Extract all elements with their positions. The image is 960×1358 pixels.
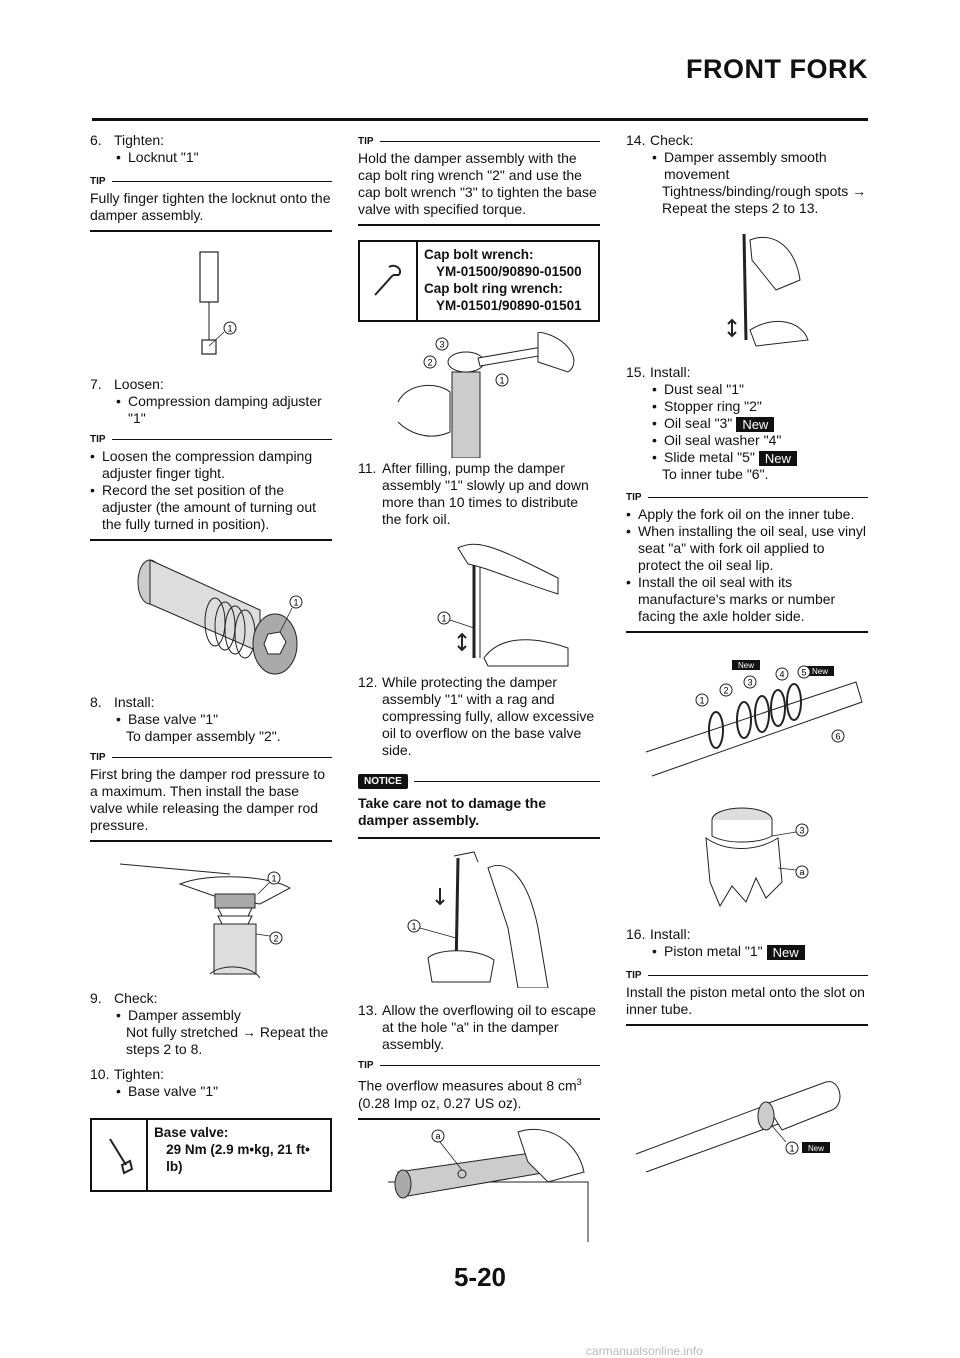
step-14: 14. Check: • Damper assembly smooth movement Tightness/binding/rough spots → Repeat the steps 2 to 13. [626, 132, 868, 217]
svg-text:4: 4 [779, 669, 785, 680]
overflow-hole-illustration [388, 1112, 598, 1242]
step-9: 9. Check: • Damper assembly Not fully stretched → Repeat the steps 2 to 8. [90, 990, 332, 1058]
header-rule [92, 118, 868, 121]
wrench-illustration [378, 332, 588, 458]
special-tool-icon [360, 242, 418, 320]
svg-text:a: a [435, 1131, 441, 1141]
step-10: 10. Tighten: • Base valve "1" [90, 1066, 332, 1100]
svg-text:New: New [807, 1144, 825, 1153]
locknut-illustration [150, 248, 270, 368]
step-15: 15. Install: • Dust seal "1" • Stopper ring "2" • Oil seal "3" New • Oil seal washer "4" • Slide metal "5" New To inner tube "6". [626, 364, 868, 483]
piston-metal-illustration [626, 1044, 866, 1174]
new-part-badge: New [767, 945, 805, 960]
svg-text:New: New [811, 667, 829, 676]
notice-box: NOTICE Take care not to damage the damper assembly. [358, 774, 600, 839]
spec-box-base-valve: Base valve: 29 Nm (2.9 m•kg, 21 ft• lb) [90, 1118, 332, 1192]
svg-text:a: a [799, 867, 805, 877]
tip-box: TIP • Apply the fork oil on the inner tube. • When installing the oil seal, use vinyl seat "a" with fork oil applied to protect the oil seal lip. • Install the oil seal with its manufacture's marks or number facing the axle holder side. [626, 492, 868, 633]
svg-text:2: 2 [723, 685, 729, 696]
svg-text:3: 3 [439, 339, 445, 350]
footer-watermark: carmanualsonline.info [586, 1344, 703, 1358]
svg-text:1: 1 [293, 597, 299, 608]
svg-text:3: 3 [747, 677, 753, 688]
svg-text:5: 5 [801, 667, 807, 678]
svg-text:2: 2 [427, 357, 433, 368]
svg-text:2: 2 [273, 933, 279, 944]
svg-text:1: 1 [441, 613, 447, 624]
compression-adjuster-illustration [120, 552, 320, 682]
new-part-badge: New [759, 451, 797, 466]
svg-text:New: New [737, 661, 755, 670]
tip-box: TIP • Loosen the compression damping adjuster finger tight. • Record the set position of the adjuster (the amount of turning out the fully turned in position). [90, 434, 332, 541]
step-8: 8. Install: • Base valve "1" To damper assembly "2". [90, 694, 332, 745]
svg-text:1: 1 [789, 1143, 795, 1154]
svg-text:1: 1 [699, 695, 705, 706]
step-12: 12. While protecting the damper assembly "1" with a rag and compressing fully, allow excessive oil to overflow on the base valve side. [358, 674, 595, 758]
svg-text:1: 1 [411, 921, 417, 932]
base-valve-illustration [110, 854, 310, 984]
step-6: 6. Tighten: • Locknut "1" [90, 132, 332, 166]
page-title: FRONT FORK [686, 54, 868, 84]
step-13: 13. Allow the overflowing oil to escape at the hole "a" in the damper assembly. [358, 1002, 597, 1052]
tip-box: TIP Hold the damper assembly with the cap bolt ring wrench "2" and use the cap bolt wrench "3" to tighten the base valve with specified torque. [358, 136, 600, 226]
svg-text:1: 1 [271, 873, 277, 884]
svg-text:3: 3 [799, 825, 805, 836]
tip-box: TIP First bring the damper rod pressure to a maximum. Then install the base valve while releasing the damper rod pressure. [90, 752, 332, 842]
tip-box: TIP Install the piston metal onto the slot on inner tube. [626, 970, 868, 1026]
tip-box: TIP Fully finger tighten the locknut onto the damper assembly. [90, 176, 332, 232]
tip-box: TIP The overflow measures about 8 $cm^3$ (0.28 Imp oz, 0.27 US oz). [358, 1060, 600, 1120]
step-16: 16. Install: • Piston metal "1" New [626, 926, 868, 960]
vinyl-seat-illustration [696, 802, 826, 922]
smooth-movement-illustration [716, 230, 816, 350]
svg-text:1: 1 [499, 375, 505, 386]
pump-damper-illustration [418, 538, 578, 668]
page-number: 5-20 [453, 1262, 507, 1292]
spec-box-tools: Cap bolt wrench: YM-01500/90890-01500 Cap bolt ring wrench: YM-01501/90890-01501 [358, 240, 600, 322]
new-part-badge: New [736, 417, 774, 432]
svg-text:6: 6 [835, 731, 841, 742]
rag-compress-illustration [398, 848, 588, 988]
svg-text:1: 1 [227, 323, 233, 334]
seal-install-illustration [636, 652, 866, 782]
step-7: 7. Loosen: • Compression damping adjuster "1" [90, 376, 332, 427]
step-11: 11. After filling, pump the damper assembly "1" slowly up and down more than 10 times to distribute the fork oil. [358, 460, 589, 527]
torque-wrench-icon [92, 1120, 148, 1190]
